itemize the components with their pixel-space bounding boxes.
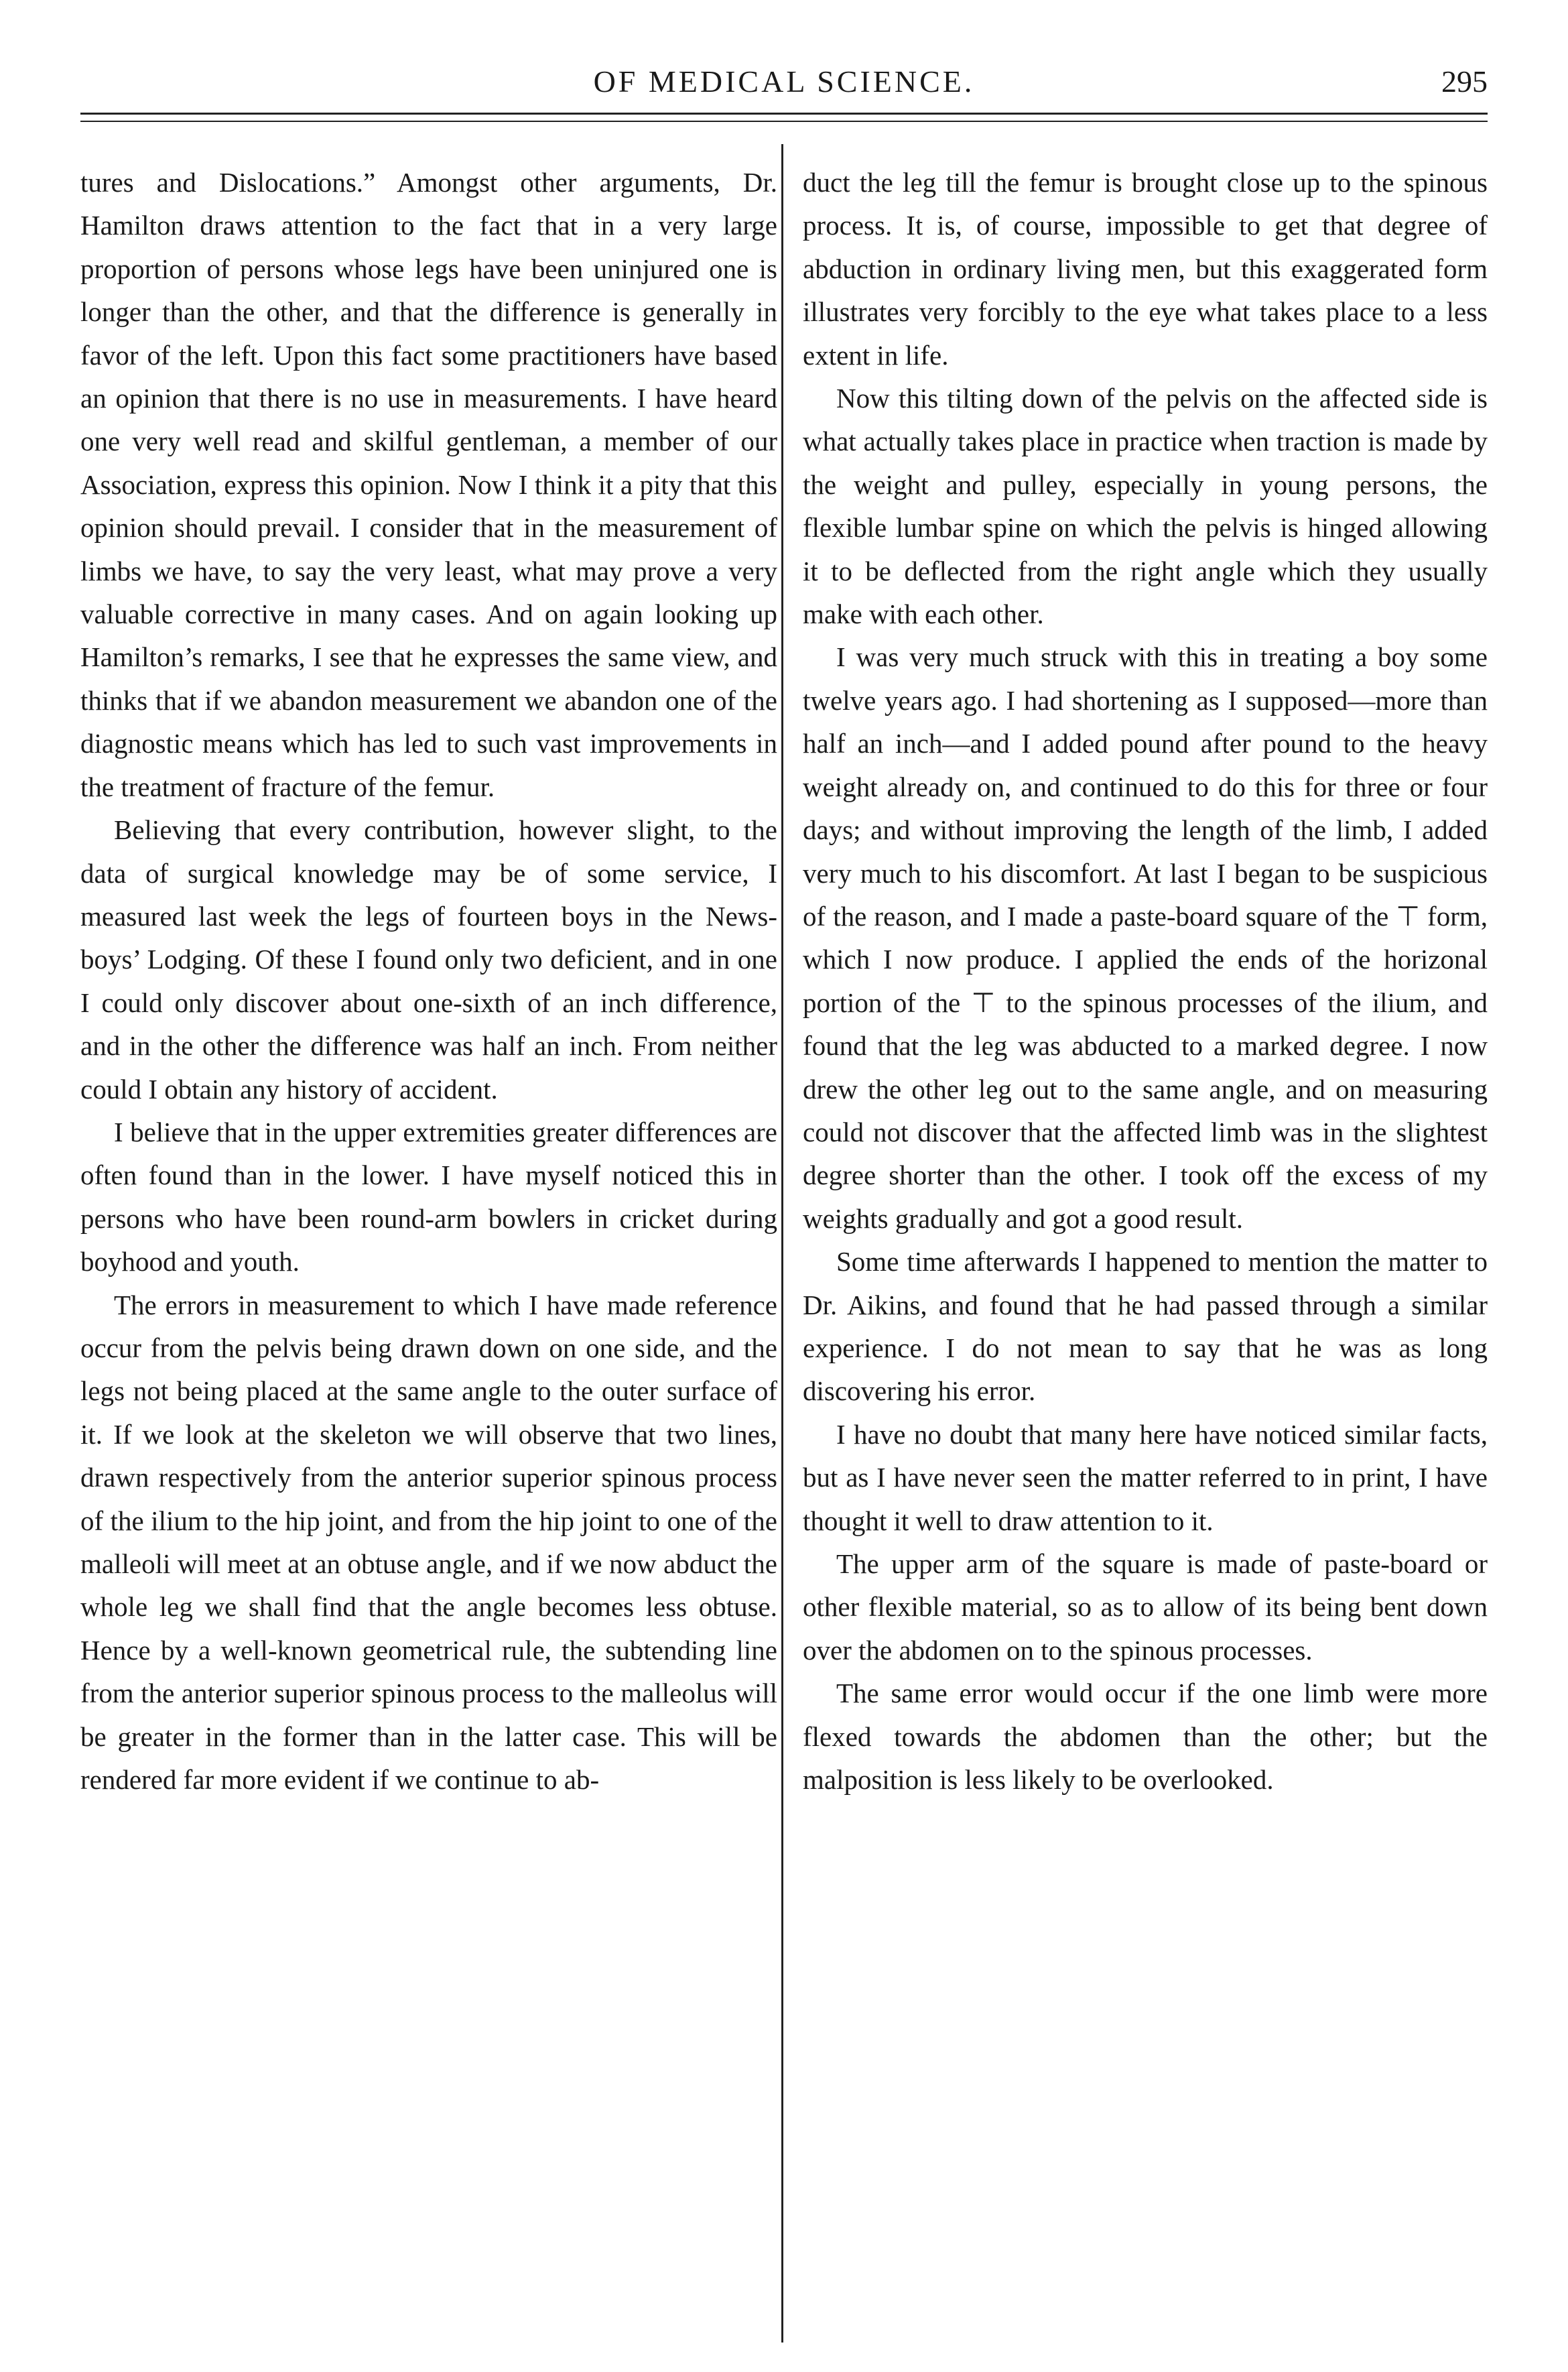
header-rule-thin <box>80 121 1488 122</box>
paragraph: The errors in measurement to which I have made reference occur from the pelvis being drawn down on one side, and the legs not being placed at the same angle to the outer surface of it. If we look at the skeleton we will observe that two lines, drawn respectively from the anterior superior spinous process of the ilium to the hip joint, and from the hip joint to one of the malleoli will meet at an obtuse angle, and if we now abduct the whole leg we shall find that the angle becomes less obtuse. Hence by a well-known geometrical rule, the subtending line from the anterior superior spinous process to the malleolus will be greater in the former than in the latter case. This will be rendered far more evident if we continue to ab- <box>80 1289 777 1796</box>
page-number: 295 <box>1441 64 1488 99</box>
column-divider <box>781 144 783 2343</box>
paragraph: I have no doubt that many here have noticed similar facts, but as I have never seen the matter referred to in print, I have thought it well to draw attention to it. <box>803 1418 1488 1536</box>
left-column <box>80 161 777 1801</box>
paragraph: Believing that every contribution, however slight, to the data of surgical knowledge may be of some service, I measured last week the legs of fourteen boys in the News-boys’ Lodging. Of these I found only two deficient, and in one I could only discover about one-sixth of an inch difference, and in the other the difference was half an inch. From neither could I obtain any history of accident. <box>80 814 777 1105</box>
running-title: OF MEDICAL SCIENCE. <box>593 64 975 99</box>
paragraph: Some time afterwards I happened to mention the matter to Dr. Aikins, and found that he had passed through a similar experience. I do not mean to say that he was as long discovering his error. <box>803 1246 1488 1407</box>
right-column <box>803 161 1488 1801</box>
paragraph: tures and Dislocations.” Amongst other arguments, Dr. Hamilton draws attention to the fact that in a very large proportion of persons whose legs have been uninjured one is longer than the other, and that the difference is generally in favor of the left. Upon this fact some practitioners have based an opinion that there is no use in measurements. I have heard one very well read and skilful gentleman, a member of our Association, express this opinion. Now I think it a pity that this opinion should prevail. I consider that in the measurement of limbs we have, to say the very least, what may prove a very valuable corrective in many cases. And on again looking up Hamilton’s remarks, I see that he expresses the same view, and thinks that if we abandon measurement we abandon one of the diagnostic means which has led to such vast improvements in the treatment of fracture of the femur. <box>80 167 777 802</box>
paragraph: Now this tilting down of the pelvis on the affected side is what actually takes place in practice when traction is made by the weight and pulley, especially in young persons, the flexible lumbar spine on which the pelvis is hinged allowing it to be deflected from the right angle which they usually make with each other. <box>803 383 1488 630</box>
paragraph: I was very much struck with this in treating a boy some twelve years ago. I had shortening as I supposed—more than half an inch—and I added pound after pound to the heavy weight already on, and continued to do this for three or four days; and without improving the length of the limb, I added very much to his discomfort. At last I began to be suspicious of the reason, and I made a paste-board square of the ⊤ form, which I now produce. I applied the ends of the horizonal portion of the ⊤ to the spinous processes of the ilium, and found that the leg was abducted to a marked degree. I now drew the other leg out to the same angle, and on measuring could not discover that the affected limb was in the slightest degree shorter than the other. I took off the excess of my weights gradually and got a good result. <box>803 641 1488 1234</box>
header-rule <box>80 113 1488 115</box>
paragraph: The same error would occur if the one limb were more flexed towards the abdomen than the other; but the malposition is less likely to be overlooked. <box>803 1678 1488 1796</box>
paragraph: I believe that in the upper extremities greater differences are often found than in the lower. I have myself noticed this in persons who have been round-arm bowlers in cricket during boyhood and youth. <box>80 1116 777 1277</box>
paragraph: The upper arm of the square is made of paste-board or other flexible material, so as to allow of its being bent down over the abdomen on to the spinous processes. <box>803 1548 1488 1666</box>
running-head <box>80 64 1488 117</box>
paragraph: duct the leg till the femur is brought close up to the spinous process. It is, of course, impossible to get that degree of abduction in ordinary living men, but this exaggerated form illustrates very forcibly to the eye what takes place to a less extent in life. <box>803 167 1488 371</box>
